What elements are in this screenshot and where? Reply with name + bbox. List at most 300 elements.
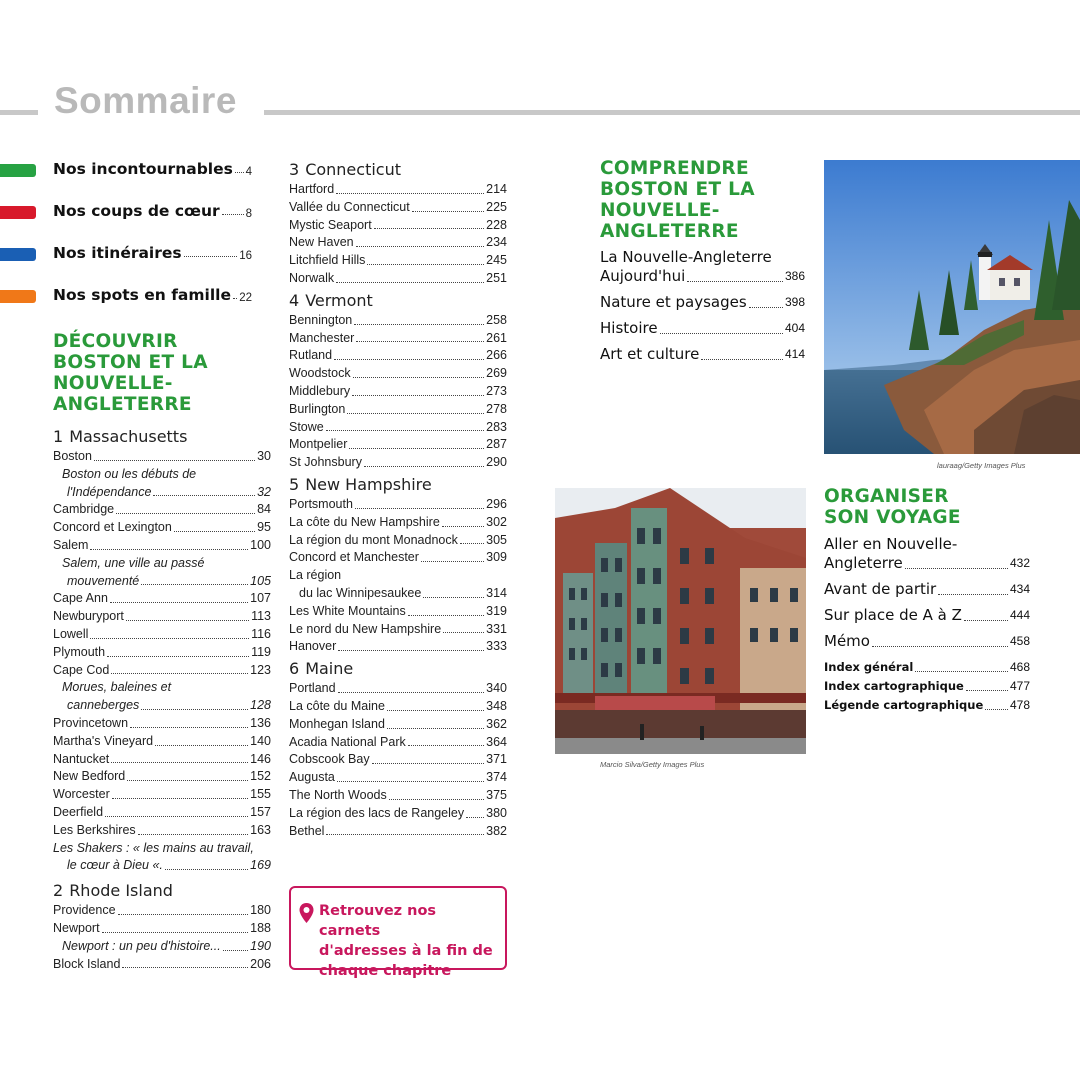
toc-entry-page: 188 — [250, 920, 271, 935]
toc-entry-label: Cape Cod — [53, 662, 110, 677]
toc-entry-label: Middlebury — [289, 383, 351, 398]
toc-entry-label: Acadia National Park — [289, 734, 406, 749]
toc-entry-page: 331 — [486, 621, 507, 636]
chapter-number: 3 — [289, 160, 300, 179]
toc-entry — [53, 519, 271, 537]
toc-entry — [289, 199, 507, 217]
leader-dots — [138, 834, 248, 835]
toc-entry-page: 340 — [486, 681, 507, 696]
toc-entry-page: 105 — [250, 573, 271, 588]
leader-dots — [233, 298, 237, 299]
leader-dots — [701, 359, 783, 360]
callout-text — [319, 901, 497, 981]
toc-entry-label: Worcester — [53, 787, 110, 802]
toc-entry-page: 30 — [257, 449, 271, 463]
toc-entry-label: Woodstock — [289, 366, 351, 381]
chapter-title — [289, 291, 507, 311]
toc-entry-label: Bennington — [289, 312, 353, 327]
toc-entry-page: 374 — [486, 770, 507, 785]
toc-entry-page: 261 — [486, 330, 507, 345]
leader-dots — [408, 745, 484, 746]
leader-dots — [347, 413, 484, 414]
toc-entry-page: 123 — [250, 662, 271, 677]
leader-dots — [356, 341, 484, 342]
leader-dots — [141, 584, 248, 585]
toc-entry-label: Lowell — [53, 626, 89, 641]
organize-heading — [824, 486, 1024, 528]
toc-entry-line2 — [62, 484, 271, 502]
chapter-number: 1 — [53, 427, 64, 446]
toc-column-1 — [53, 427, 271, 973]
toc-entry-label-line2: mouvementé — [67, 573, 140, 588]
toc-entry-page: 380 — [486, 805, 507, 820]
organize-entry — [824, 632, 1030, 651]
organize-entry — [824, 580, 1030, 599]
leader-dots — [184, 256, 238, 257]
chapter-title — [289, 475, 507, 495]
leader-dots — [938, 594, 1008, 595]
leader-dots — [141, 709, 248, 710]
entry-page: 404 — [784, 321, 805, 335]
entry-label: Index général — [824, 660, 914, 674]
toc-entry-label: Martha's Vineyard — [53, 733, 154, 748]
leader-dots — [387, 728, 484, 729]
leader-dots — [122, 967, 248, 968]
map-pin-icon — [299, 903, 314, 923]
toc-entry — [289, 234, 507, 252]
highlight-color-bar — [0, 164, 36, 177]
leader-dots — [90, 638, 249, 639]
toc-entry-label-line2: le cœur à Dieu «. — [67, 858, 163, 873]
toc-entry-label-line2: l'Indépendance — [67, 484, 152, 499]
leader-dots — [466, 817, 484, 818]
toc-entry — [289, 716, 507, 734]
understand-list — [600, 248, 805, 371]
leader-dots — [336, 282, 484, 283]
organize-list — [824, 535, 1030, 715]
heading-line: COMPRENDRE — [600, 158, 749, 179]
toc-entry — [53, 822, 271, 840]
toc-entry — [289, 514, 507, 532]
leader-dots — [107, 656, 249, 657]
toc-entry — [289, 436, 507, 454]
toc-entry-label: La région des lacs de Rangeley — [289, 805, 465, 820]
toc-entry — [289, 365, 507, 383]
entry-page: 414 — [784, 347, 805, 361]
leader-dots — [460, 543, 484, 544]
toc-entry — [53, 956, 271, 974]
toc-entry-page: 206 — [250, 956, 271, 971]
leader-dots — [372, 763, 485, 764]
toc-entry — [53, 537, 271, 555]
chapter-number: 4 — [289, 290, 300, 310]
leader-dots — [408, 615, 484, 616]
toc-entry — [289, 734, 507, 752]
leader-dots — [905, 568, 1008, 569]
toc-entry-page: 155 — [250, 787, 271, 802]
toc-entry — [53, 626, 271, 644]
toc-entry-label: Newport — [53, 920, 100, 935]
toc-entry — [289, 312, 507, 330]
toc-entry-label: Mystic Seaport — [289, 217, 372, 232]
leader-dots — [165, 869, 248, 870]
header-rule-left — [0, 110, 38, 115]
entry-label: Légende cartographique — [824, 698, 984, 712]
chapter-name: Maine — [305, 659, 354, 679]
leader-dots — [374, 228, 484, 229]
toc-entry-page: 190 — [250, 938, 271, 953]
leader-dots — [964, 620, 1008, 621]
organize-entry — [824, 606, 1030, 625]
toc-entry-page: 128 — [250, 698, 271, 713]
toc-entry-label: La côte du New Hampshire — [289, 514, 440, 529]
toc-entry-label: Plymouth — [53, 644, 106, 659]
toc-entry-label-line1: Les Shakers : « les mains au travail, — [53, 840, 254, 855]
toc-entry — [289, 805, 507, 823]
toc-entry-page: 287 — [486, 437, 507, 452]
leader-dots — [127, 780, 248, 781]
toc-entry — [53, 679, 271, 715]
toc-entry — [289, 680, 507, 698]
toc-entry — [53, 501, 271, 519]
toc-entry — [289, 698, 507, 716]
toc-entry — [289, 252, 507, 270]
highlight-1 — [0, 160, 252, 178]
toc-entry-page: 371 — [486, 752, 507, 767]
toc-entry — [289, 603, 507, 621]
toc-entry-page: 364 — [486, 734, 507, 749]
leader-dots — [102, 932, 249, 933]
toc-entry-label-line2: canneberges — [67, 698, 140, 713]
leader-dots — [90, 549, 248, 550]
toc-entry-page: 146 — [250, 751, 271, 766]
callout-line: Retrouvez nos carnets — [319, 903, 437, 939]
toc-entry-label: Monhegan Island — [289, 716, 385, 731]
chapter-1 — [53, 427, 271, 875]
toc-entry-label: Concord et Lexington — [53, 520, 172, 535]
toc-entry-label: Burlington — [289, 401, 346, 416]
chapter-2 — [53, 881, 271, 973]
highlight-row — [53, 244, 252, 262]
toc-entry-label: Litchfield Hills — [289, 253, 366, 268]
toc-entry-label-line2: du lac Winnipesaukee — [299, 585, 422, 600]
highlight-label: Nos spots en famille — [53, 286, 231, 304]
highlight-page: 8 — [245, 208, 252, 220]
toc-entry — [289, 751, 507, 769]
toc-entry — [289, 823, 507, 841]
toc-entry-page: 180 — [250, 903, 271, 918]
toc-entry-page: 95 — [257, 520, 271, 535]
entry-label-line2: Angleterre — [824, 554, 903, 572]
leader-dots — [985, 709, 1008, 710]
toc-entry-page: 228 — [486, 217, 507, 232]
leader-dots — [222, 214, 244, 215]
leader-dots — [110, 602, 248, 603]
toc-entry-label: Stowe — [289, 419, 324, 434]
leader-dots — [111, 673, 248, 674]
highlight-page: 22 — [239, 292, 252, 304]
chapter-name: New Hampshire — [305, 474, 432, 494]
chapter-name: Vermont — [305, 290, 373, 310]
toc-entry-label-line1: Boston ou les débuts de — [62, 466, 197, 481]
heading-line: SON VOYAGE — [824, 507, 961, 528]
toc-entry-page: 333 — [486, 639, 507, 654]
highlight-2 — [0, 202, 252, 220]
address-callout — [289, 886, 507, 979]
chapter-name: Rhode Island — [69, 881, 173, 901]
toc-entry — [53, 466, 271, 502]
toc-entry-label: Provincetown — [53, 715, 129, 730]
toc-entry — [53, 804, 271, 822]
toc-entry-label-line1: Salem, une ville au passé — [62, 555, 205, 570]
toc-entry — [289, 532, 507, 550]
toc-entry-label: Montpelier — [289, 437, 348, 452]
highlight-color-bar — [0, 206, 36, 219]
leader-dots — [153, 495, 255, 496]
leader-dots — [112, 798, 248, 799]
entry-page: 432 — [1009, 556, 1030, 570]
leader-dots — [412, 211, 484, 212]
toc-entry-page: 152 — [250, 769, 271, 784]
leader-dots — [126, 620, 249, 621]
chapter-name: Connecticut — [305, 160, 401, 179]
leader-dots — [421, 561, 484, 562]
leader-dots — [387, 710, 484, 711]
leader-dots — [355, 508, 484, 509]
toc-entry-label: Cambridge — [53, 502, 115, 517]
lighthouse-photo-credit: lauraag/Getty Images Plus — [937, 461, 1026, 470]
toc-entry-page: 269 — [486, 366, 507, 381]
toc-entry-page: 382 — [486, 823, 507, 838]
toc-entry — [53, 662, 271, 680]
toc-entry-page: 157 — [250, 804, 271, 819]
highlight-4 — [0, 286, 252, 304]
leader-dots — [442, 526, 484, 527]
toc-entry-label: Providence — [53, 903, 116, 918]
toc-entry-label: Les White Mountains — [289, 603, 406, 618]
toc-entry — [289, 769, 507, 787]
toc-entry-page: 113 — [251, 609, 271, 624]
toc-entry-page: 296 — [486, 496, 507, 511]
entry-label: Nature et paysages — [600, 293, 747, 311]
toc-entry-page: 362 — [486, 716, 507, 731]
highlight-page: 16 — [239, 250, 252, 262]
leader-dots — [326, 430, 484, 431]
entry-page: 386 — [784, 269, 805, 283]
toc-entry — [289, 181, 507, 199]
toc-entry-label: Hartford — [289, 182, 335, 196]
entry-label: Avant de partir — [824, 580, 937, 598]
organize-small-entry — [824, 658, 1030, 677]
entry-row — [824, 606, 1030, 625]
header-rule-right — [264, 110, 1080, 115]
toc-entry — [289, 621, 507, 639]
toc-entry-page: 32 — [257, 484, 271, 499]
entry-row — [600, 319, 805, 338]
toc-entry-label: Rutland — [289, 348, 333, 363]
toc-entry — [289, 567, 507, 603]
leader-dots — [235, 172, 244, 173]
toc-entry — [53, 555, 271, 591]
toc-entry — [53, 768, 271, 786]
leader-dots — [111, 762, 248, 763]
chapter-number: 2 — [53, 881, 64, 901]
chapter-title — [289, 659, 507, 679]
toc-entry-page: 266 — [486, 348, 507, 363]
toc-entry-page: 273 — [486, 383, 507, 398]
entry-label: Histoire — [600, 319, 658, 337]
leader-dots — [354, 324, 484, 325]
heading-line: BOSTON ET LA — [53, 352, 208, 373]
toc-entry-label: Hanover — [289, 639, 337, 654]
toc-entry-label: Norwalk — [289, 270, 335, 285]
highlight-label: Nos coups de cœur — [53, 202, 220, 220]
leader-dots — [116, 513, 255, 514]
toc-entry-page: 290 — [486, 455, 507, 470]
toc-entry-label: Block Island — [53, 956, 121, 971]
highlight-color-bar — [0, 248, 36, 261]
toc-entry — [289, 496, 507, 514]
toc-entry-label: Boston — [53, 449, 92, 463]
entry-page: 468 — [1009, 660, 1030, 674]
building-photo — [555, 488, 806, 754]
entry-page: 434 — [1009, 582, 1030, 596]
leader-dots — [336, 193, 484, 194]
toc-entry-page: 116 — [251, 626, 271, 641]
toc-entry-label: Salem — [53, 537, 89, 552]
toc-entry — [289, 638, 507, 656]
toc-column-2 — [289, 160, 507, 840]
leader-dots — [174, 531, 255, 532]
entry-page: 477 — [1009, 679, 1030, 693]
entry-label: Sur place de A à Z — [824, 606, 962, 624]
toc-entry-label: Concord et Manchester — [289, 550, 419, 565]
leader-dots — [915, 671, 1008, 672]
leader-dots — [155, 745, 248, 746]
toc-entry-label-line1: Morues, baleines et — [62, 680, 172, 695]
entry-page: 478 — [1009, 698, 1030, 712]
understand-entry — [600, 319, 805, 338]
entry-row — [824, 554, 1030, 573]
chapter-6 — [289, 659, 507, 840]
heading-line: ANGLETERRE — [600, 221, 739, 242]
toc-entry-page: 258 — [486, 312, 507, 327]
entry-row — [600, 293, 805, 312]
highlight-label: Nos itinéraires — [53, 244, 182, 262]
toc-entry-line2 — [289, 585, 507, 603]
entry-row — [824, 580, 1030, 599]
heading-line: ORGANISER — [824, 486, 949, 507]
toc-entry-label: New Bedford — [53, 769, 126, 784]
highlight-color-bar — [0, 290, 36, 303]
toc-entry-label: Bethel — [289, 823, 325, 838]
toc-entry-label: Le nord du New Hampshire — [289, 621, 442, 636]
toc-entry-label: Manchester — [289, 330, 355, 345]
chapter-title — [53, 881, 271, 901]
toc-entry — [53, 644, 271, 662]
toc-entry-line2 — [62, 697, 271, 715]
toc-entry — [53, 733, 271, 751]
toc-entry — [53, 938, 271, 956]
organize-small-entry — [824, 677, 1030, 696]
leader-dots — [94, 460, 255, 461]
organize-entry — [824, 535, 1030, 573]
understand-entry — [600, 345, 805, 364]
toc-entry-label: Les Berkshires — [53, 822, 136, 837]
leader-dots — [367, 264, 484, 265]
toc-entry-page: 309 — [486, 550, 507, 565]
toc-entry-line2 — [53, 857, 271, 875]
toc-entry — [53, 590, 271, 608]
leader-dots — [353, 377, 485, 378]
highlight-label: Nos incontournables — [53, 160, 233, 178]
toc-entry-page: 302 — [486, 514, 507, 529]
toc-entry-page: 305 — [486, 532, 507, 547]
leader-dots — [352, 395, 484, 396]
leader-dots — [334, 359, 484, 360]
toc-entry — [289, 270, 507, 288]
understand-entry — [600, 293, 805, 312]
toc-entry-page: 225 — [486, 199, 507, 214]
chapter-number: 5 — [289, 474, 300, 494]
chapter-number: 6 — [289, 659, 300, 679]
entry-label: Art et culture — [600, 345, 700, 363]
leader-dots — [443, 632, 484, 633]
callout-line: d'adresses à la fin de — [319, 943, 493, 959]
chapter-5 — [289, 475, 507, 656]
toc-entry-label: The North Woods — [289, 787, 387, 802]
organize-small-entry — [824, 696, 1030, 715]
entry-label-line1: La Nouvelle-Angleterre — [600, 248, 772, 266]
toc-entry-label: Cobscook Bay — [289, 752, 370, 767]
leader-dots — [364, 466, 484, 467]
toc-entry-page: 100 — [250, 537, 271, 552]
toc-entry-page: 163 — [250, 822, 271, 837]
toc-entry-label: Nantucket — [53, 751, 110, 766]
leader-dots — [389, 799, 484, 800]
toc-entry — [289, 401, 507, 419]
toc-entry-label: Cape Ann — [53, 591, 108, 606]
toc-entry-line2 — [62, 573, 271, 591]
toc-entry-page: 169 — [250, 858, 271, 873]
toc-entry-page: 107 — [250, 591, 271, 606]
heading-line: NOUVELLE- — [600, 200, 720, 221]
toc-entry-page: 84 — [257, 502, 271, 517]
toc-entry-page: 283 — [486, 419, 507, 434]
toc-entry-label: La région du mont Monadnock — [289, 532, 458, 547]
toc-entry-page: 119 — [251, 644, 271, 659]
leader-dots — [223, 950, 248, 951]
leader-dots — [872, 646, 1008, 647]
heading-line: BOSTON ET LA — [600, 179, 755, 200]
understand-entry — [600, 248, 805, 286]
toc-entry-page: 136 — [250, 715, 271, 730]
toc-entry — [289, 217, 507, 235]
leader-dots — [105, 816, 248, 817]
leader-dots — [423, 597, 484, 598]
toc-entry-page: 375 — [486, 787, 507, 802]
highlight-row — [53, 286, 252, 304]
entry-label-line1: Aller en Nouvelle- — [824, 535, 958, 553]
toc-entry — [53, 902, 271, 920]
toc-entry-label: Deerfield — [53, 804, 104, 819]
toc-entry-page: 278 — [486, 401, 507, 416]
leader-dots — [337, 781, 484, 782]
toc-entry — [289, 549, 507, 567]
leader-dots — [687, 281, 783, 282]
highlight-3 — [0, 244, 252, 262]
building-photo-credit: Marcio Silva/Getty Images Plus — [600, 760, 705, 769]
